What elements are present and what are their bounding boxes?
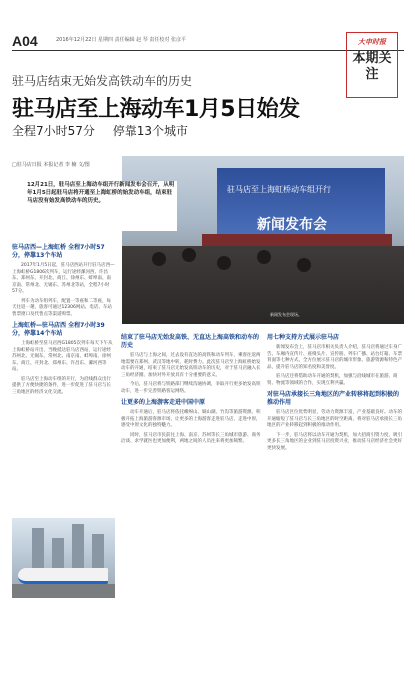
article-subhead — [12, 122, 202, 139]
body-paragraph: 动车开通后，驻马店将依托嵖岈山、铜山湖、竹沟等旅游资源，积极开拓上海旅游客源市场，让更多的上海游客走进驻马店、走进中原，感受中原文化的独特魅力。 — [121, 410, 261, 428]
body-paragraph: 新闻发布会上，驻马店市相关负责人介绍，驻马店将通过车身广告、车厢内宣传片、座椅头片、宣传册、列车广播、站台灯箱、车票背面等七种方式，全方位展示驻马店的城市形象、旅游资源和特色产品，提升驻马店的知名度和美誉度。 — [267, 345, 402, 370]
body-paragraph: 驻马店至上海动车组的开行，为沿线群众出行提供了方便快捷的条件，进一步促进了驻马店与长三角地区的经济文化交流。 — [12, 376, 111, 395]
section-title: 本期关注 — [352, 51, 392, 82]
section-heading: 用七种支持方式展示驻马店 — [267, 334, 340, 341]
brand-logo-text: 大申时报 — [358, 38, 386, 46]
building — [92, 534, 104, 568]
section-heading: 驻马店西—上海虹桥 全程7小时57分，停靠13个车站 — [12, 244, 105, 259]
person-head — [152, 252, 166, 266]
subhead-duration: 全程7小时57分 — [12, 124, 95, 138]
column-2 — [121, 330, 261, 677]
body-paragraph: 列车为动车组列车，配置一等座和二等座，每天往返一趟，旅客可通过12306网站、电话、车站售票窗口及代售点等渠道购票。 — [12, 298, 112, 317]
article-headline: 驻马店至上海动车1月5日始发 — [12, 97, 300, 122]
audience — [122, 246, 404, 324]
body-paragraph: 驻马店区位优势明显，劳动力资源丰富，产业基础良好。动车的开通缩短了驻马店与长三角地区的时空距离，将对驻马店承接长三角地区的产业转移起到积极的推动作用。 — [267, 410, 402, 428]
train-photo — [12, 518, 115, 598]
body-paragraph: 驻马店还将借助动车开通的契机，加强与沿线城市在旅游、商贸、物流等领域的合作，实现互利共赢。 — [267, 374, 398, 386]
lead-text: 12月21日，驻马店至上海动车组开行新闻发布会召开，从明年1月5日起驻马店将开通至上海虹桥的始发动车组，结束驻马店没有始发高铁动车的历史。 — [27, 182, 175, 204]
high-speed-train — [18, 568, 108, 584]
lead-paragraph — [27, 181, 177, 231]
building — [32, 528, 44, 568]
railway-track — [12, 584, 115, 598]
section-heading: 对驻马店承接长三角地区的产业转移将起到积极的推动作用 — [267, 391, 400, 406]
section-heading: 结束了驻马店无始发高铁、无直达上海高铁和动车的历史 — [121, 334, 260, 349]
body-paragraph: 驻马店与上海之间，过去没有直达的高铁和动车列车，乘客往返两地需要在郑州、武汉等地中转，耗时费力。此次驻马店至上海虹桥始发动车的开通，结束了驻马店无始发高铁动车的历史，对于驻马店融入长三角经济圈、加快对外开放具有十分重要的意义。 — [121, 353, 261, 378]
body-paragraph: 下一步，驻马店将以动车开通为契机，加大招商引资力度，吸引更多长三角地区的企业到驻马店投资兴业，推动驻马店经济社会更好更快发展。 — [267, 432, 402, 451]
photo-caption: 新闻发布会现场。 — [270, 312, 302, 317]
person-head — [257, 250, 271, 264]
person-head — [217, 256, 231, 270]
body-paragraph: 同时，驻马店市民前往上海、南京、苏州等长三角城市旅游、商务洽谈、求学就医也更加便利，两地之间的人员往来将更加频繁。 — [121, 432, 261, 444]
section-brand — [346, 32, 398, 98]
body-paragraph: 上海虹桥至驻马店西G1805次列车每天下午从上海虹桥站开出，当晚抵达驻马店西站，运行途经苏州北、无锡东、常州北、南京南、蚌埠南、徐州东、商丘、开封北、郑州东、许昌东、漯河西等站。 — [12, 341, 113, 372]
person-head — [182, 248, 196, 262]
section-heading: 上海虹桥—驻马店西 全程7小时39分，停靠14个车站 — [12, 322, 105, 337]
screen-heading: 新闻发布会 — [257, 217, 327, 233]
building — [72, 524, 84, 568]
page-number: A04 — [12, 33, 38, 49]
article-kicker: 驻马店结束无始发高铁动车的历史 — [12, 74, 193, 88]
column-3 — [267, 330, 404, 677]
byline: □驻马店日报 本报记者 李 楠 文/图 — [12, 162, 90, 168]
building — [52, 538, 64, 568]
body-paragraph: 今后，驻马店将与铁路部门继续沟通协调，争取开行更多始发高铁动车，进一步完善铁路客运网络。 — [121, 382, 261, 394]
column-1 — [12, 240, 115, 677]
date-line: 2016年12月22日 星期四 责任编辑 赵 琴 责任校对 张彦平 — [56, 37, 186, 43]
person-head — [297, 258, 311, 272]
masthead-bar — [12, 33, 332, 47]
subhead-stops: 停靠13个城市 — [112, 124, 189, 138]
body-paragraph: 2017年1月5日起，驻马店西站开行驻马店西—上海虹桥G1806次列车，运行途经漯河西、许昌东、郑州东、开封北、商丘、徐州东、蚌埠南、南京南、常州北、无锡东、苏州北等站，全程7小时57分。 — [12, 263, 115, 294]
screen-title: 驻马店至上海虹桥动车组开行 — [227, 185, 331, 194]
section-heading: 让更多的上海游客走进中国中原 — [121, 399, 206, 406]
